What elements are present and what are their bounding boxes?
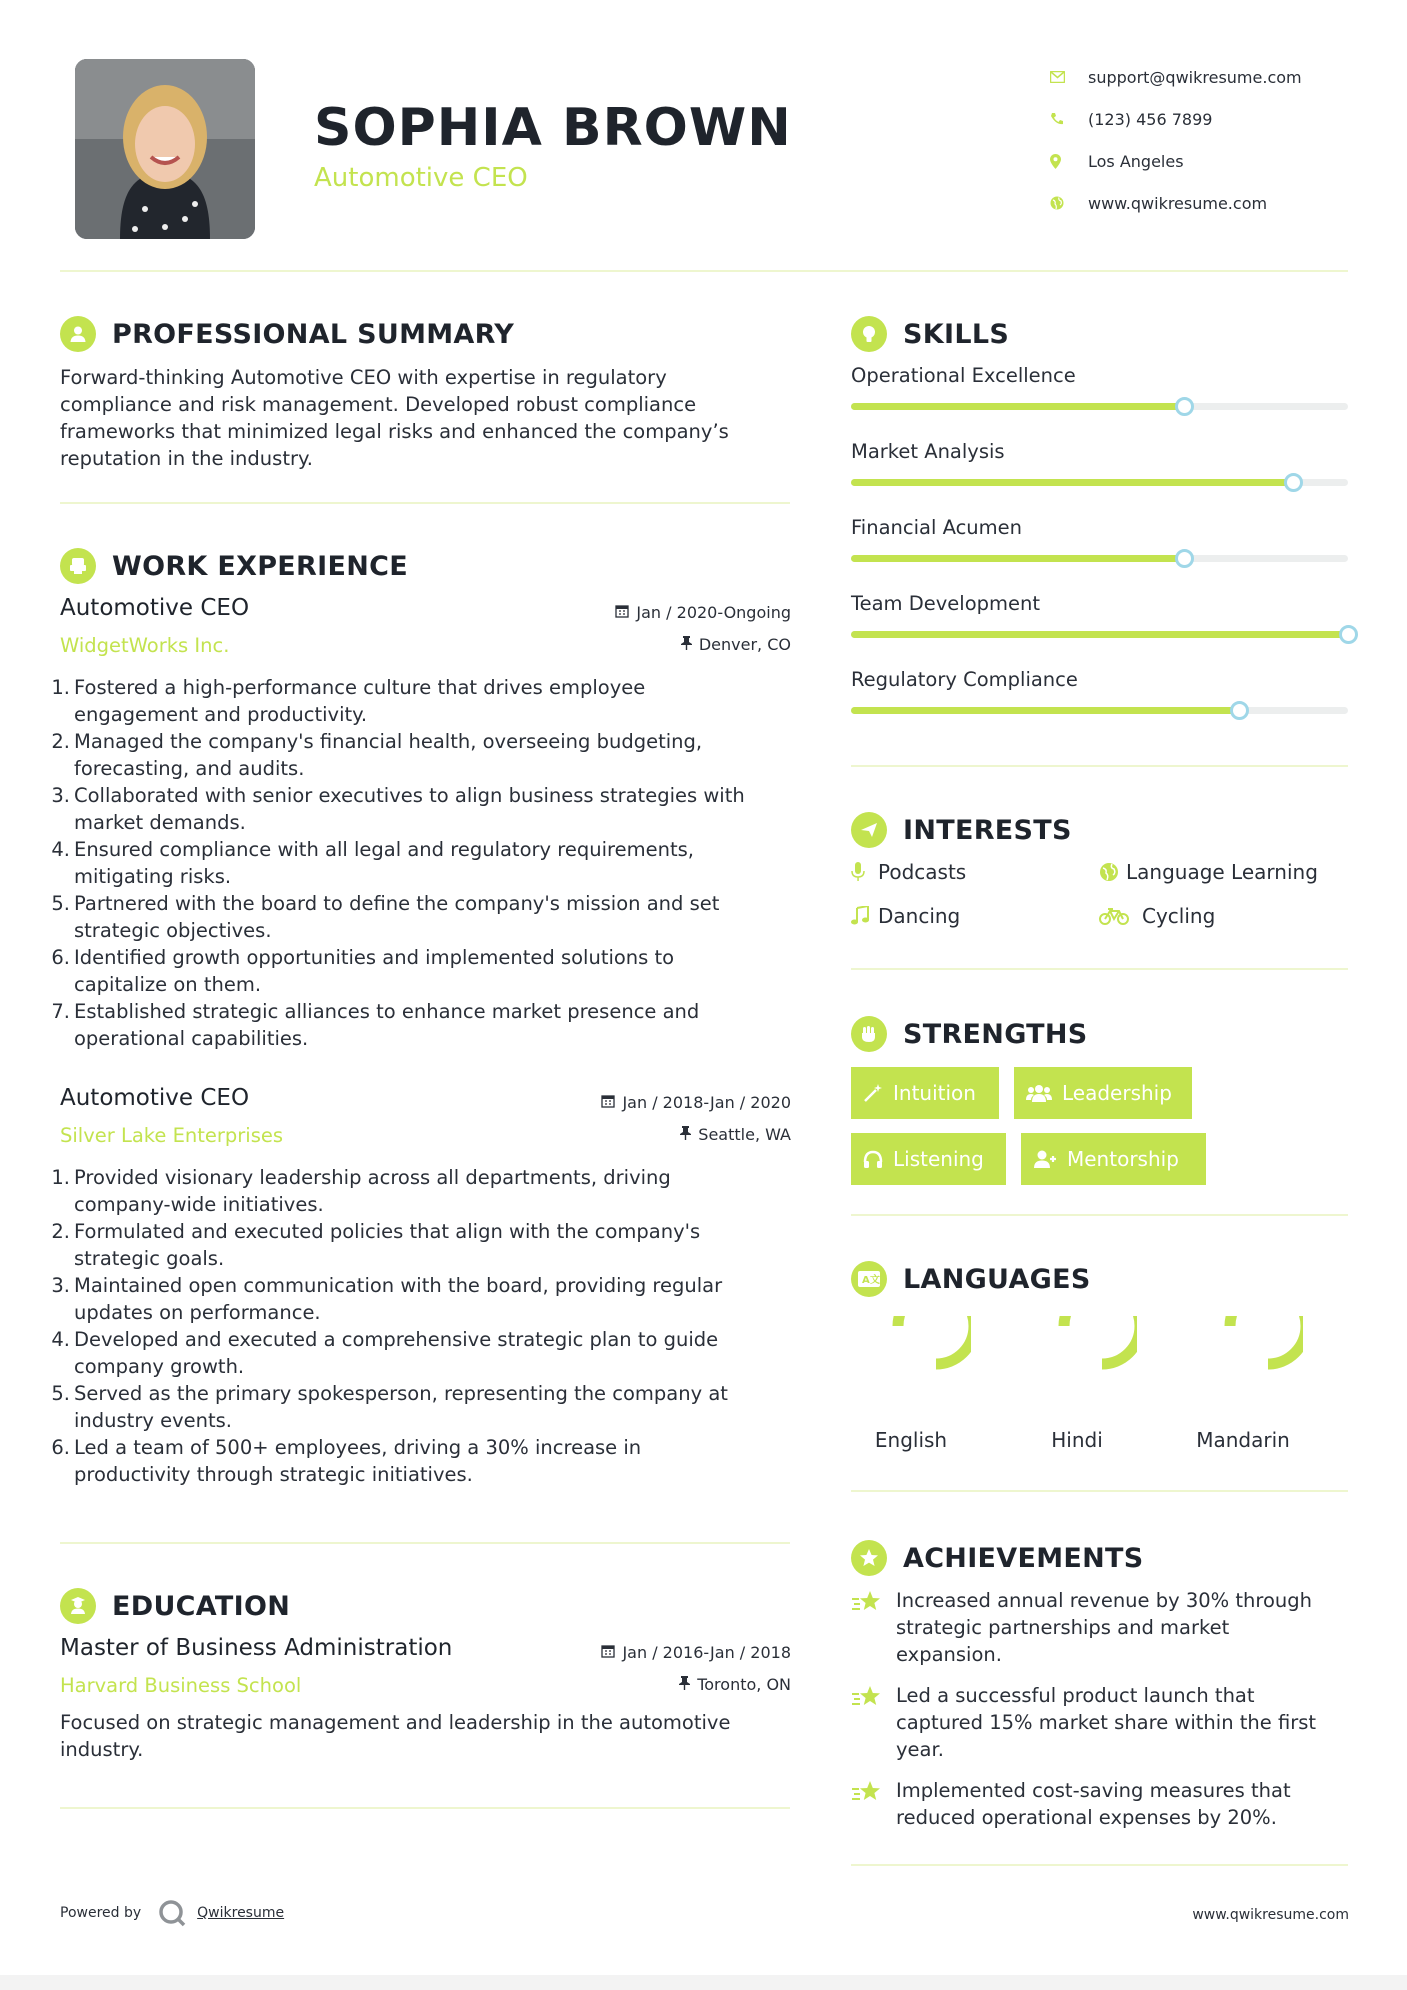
school-name: Harvard Business School — [60, 1674, 302, 1697]
bicycle-icon — [1099, 907, 1142, 925]
music-note-icon — [851, 906, 878, 926]
skill-bar — [851, 707, 1348, 714]
calendar-icon — [615, 603, 629, 622]
skill-slider-knob[interactable] — [1175, 549, 1194, 568]
achievement-item: Implemented cost-saving measures that reduced operational expenses by 20%. — [851, 1777, 1351, 1831]
graduate-icon — [60, 1588, 96, 1624]
list-item: 4. Developed and executed a comprehensive strategic plan to guide company growth. — [51, 1328, 719, 1378]
profile-photo — [75, 59, 255, 239]
list-item: 1. Provided visionary leadership across all departments, driving company-wide initiatives. — [51, 1166, 671, 1216]
star-icon — [851, 1587, 896, 1668]
strength-chip-leadership: Leadership — [1014, 1067, 1192, 1119]
fist-icon — [851, 1016, 887, 1052]
skill-financial-acumen: Financial Acumen — [851, 516, 1348, 539]
list-item: 1. Fostered a high-performance culture that drives employee engagement and productivity. — [51, 676, 646, 726]
language-ring — [1017, 1316, 1137, 1412]
degree-name: Master of Business Administration — [60, 1635, 453, 1661]
skill-slider-knob[interactable] — [1284, 473, 1303, 492]
pushpin-icon — [681, 635, 692, 654]
job-title: Automotive CEO — [60, 595, 250, 621]
footer-url[interactable]: www.qwikresume.com — [1192, 1907, 1349, 1923]
job-duties-list — [50, 674, 810, 1052]
list-item: 3. Collaborated with senior executives to align business strategies with market demands. — [51, 784, 745, 834]
skill-slider-knob[interactable] — [1230, 701, 1249, 720]
interest-language-learning: Language Learning — [1099, 860, 1318, 884]
pushpin-icon — [680, 1125, 691, 1144]
lightbulb-icon — [851, 316, 887, 352]
summary-heading: PROFESSIONAL SUMMARY — [60, 316, 514, 352]
calendar-icon — [601, 1093, 615, 1112]
calendar-icon — [601, 1643, 615, 1662]
interests-divider — [851, 968, 1348, 970]
education-location: Toronto, ON — [500, 1675, 791, 1694]
group-icon — [1026, 1083, 1052, 1103]
languages-divider — [851, 1490, 1348, 1492]
skill-slider-knob[interactable] — [1175, 397, 1194, 416]
contact-email[interactable]: support@qwikresume.com — [1050, 56, 1370, 98]
interests-heading: INTERESTS — [851, 812, 1072, 848]
company-name: Silver Lake Enterprises — [60, 1124, 284, 1147]
candidate-title: Automotive CEO — [314, 163, 528, 193]
skill-bar-fill — [851, 479, 1293, 486]
star-icon — [851, 1777, 896, 1831]
job-date: Jan / 2020-Ongoing — [500, 603, 791, 622]
user-icon — [60, 316, 96, 352]
skill-operational-excellence: Operational Excellence — [851, 364, 1348, 387]
language-hindi: Hindi — [1017, 1316, 1137, 1416]
skills-heading: SKILLS — [851, 316, 1009, 352]
contact-location: Los Angeles — [1050, 140, 1370, 182]
job-location: Denver, CO — [500, 635, 791, 654]
header-divider — [60, 270, 1348, 272]
skill-regulatory-compliance: Regulatory Compliance — [851, 668, 1348, 691]
strength-chip-mentorship: Mentorship — [1021, 1133, 1206, 1185]
interest-dancing: Dancing — [851, 904, 960, 928]
svg-text:A: A — [862, 1275, 870, 1286]
svg-text:文: 文 — [870, 1275, 880, 1286]
language-ring — [851, 1316, 971, 1412]
skill-bar-fill — [851, 707, 1239, 714]
list-item: 5. Served as the primary spokesperson, representing the company at industry events. — [51, 1382, 728, 1432]
skill-slider-knob[interactable] — [1339, 625, 1358, 644]
language-icon — [851, 1261, 887, 1297]
footer-powered-by: Powered by Qwikresume — [60, 1898, 284, 1928]
qwikresume-logo-icon — [157, 1898, 187, 1928]
globe-icon — [1050, 196, 1088, 210]
list-item: 3. Maintained open communication with the board, providing regular updates on performance. — [51, 1274, 723, 1324]
headphones-icon — [863, 1150, 883, 1168]
job-duties-list — [50, 1164, 810, 1488]
pushpin-icon — [679, 1675, 690, 1694]
paper-plane-icon — [851, 812, 887, 848]
email-icon — [1050, 71, 1088, 83]
job-date: Jan / 2018-Jan / 2020 — [500, 1093, 791, 1112]
education-description: Focused on strategic management and leadership in the automotive industry. — [60, 1711, 731, 1761]
education-heading: EDUCATION — [60, 1588, 290, 1624]
contact-phone[interactable]: (123) 456 7899 — [1050, 98, 1370, 140]
globe-icon — [1099, 862, 1126, 882]
list-item: 2. Managed the company's financial health, overseeing budgeting, forecasting, and audits. — [51, 730, 703, 780]
skill-market-analysis: Market Analysis — [851, 440, 1348, 463]
company-name: WidgetWorks Inc. — [60, 634, 230, 657]
achievements-heading: ACHIEVEMENTS — [851, 1540, 1144, 1576]
star-icon — [851, 1682, 896, 1763]
briefcase-icon — [60, 548, 96, 584]
skill-bar — [851, 479, 1348, 486]
skill-bar — [851, 631, 1348, 638]
summary-divider — [60, 502, 790, 504]
education-divider — [60, 1807, 790, 1809]
list-item: 6. Identified growth opportunities and implemented solutions to capitalize on them. — [51, 946, 675, 996]
list-item: 6. Led a team of 500+ employees, driving a 30% increase in productivity through strategic initiatives. — [51, 1436, 642, 1486]
contact-list — [1050, 56, 1370, 224]
list-item: 2. Formulated and executed policies that align with the company's strategic goals. — [51, 1220, 701, 1270]
achievement-item: Led a successful product launch that captured 15% market share within the first year. — [851, 1682, 1351, 1763]
star-badge-icon — [851, 1540, 887, 1576]
skill-bar — [851, 555, 1348, 562]
skills-divider — [851, 765, 1348, 767]
skill-bar-fill — [851, 631, 1348, 638]
phone-icon — [1050, 112, 1088, 126]
magic-wand-icon — [863, 1083, 883, 1103]
strengths-divider — [851, 1214, 1348, 1216]
microphone-icon — [851, 862, 878, 882]
summary-text: Forward-thinking Automotive CEO with expertise in regulatory compliance and risk management. Developed robust compliance frameworks that minimized legal risks and enhanced the company’s reputation in the industry. — [60, 366, 729, 470]
qwikresume-link[interactable]: Qwikresume — [197, 1905, 285, 1921]
location-pin-icon — [1050, 154, 1088, 169]
work-heading: WORK EXPERIENCE — [60, 548, 408, 584]
strength-chip-intuition: Intuition — [851, 1067, 999, 1119]
candidate-name: SOPHIA BROWN — [314, 98, 792, 158]
skill-team-development: Team Development — [851, 592, 1348, 615]
achievement-item: Increased annual revenue by 30% through strategic partnerships and market expansion. — [851, 1587, 1351, 1668]
language-english: English — [851, 1316, 971, 1416]
interest-podcasts: Podcasts — [851, 860, 966, 884]
job-title: Automotive CEO — [60, 1085, 250, 1111]
user-plus-icon — [1033, 1149, 1057, 1169]
page-bottom-strip — [0, 1975, 1407, 1990]
contact-website[interactable]: www.qwikresume.com — [1050, 182, 1370, 224]
interest-cycling: Cycling — [1099, 904, 1215, 928]
skill-bar — [851, 403, 1348, 410]
language-mandarin: Mandarin — [1183, 1316, 1303, 1416]
list-item: 5. Partnered with the board to define the company's mission and set strategic objectives. — [51, 892, 720, 942]
education-date: Jan / 2016-Jan / 2018 — [500, 1643, 791, 1662]
strength-chip-listening: Listening — [851, 1133, 1006, 1185]
work-divider — [60, 1542, 790, 1544]
languages-heading: A 文 LANGUAGES — [851, 1261, 1091, 1297]
language-ring — [1183, 1316, 1303, 1412]
list-item: 7. Established strategic alliances to enhance market presence and operational capabilities. — [51, 1000, 700, 1050]
achievements-divider — [851, 1864, 1348, 1866]
skill-bar-fill — [851, 555, 1184, 562]
job-location: Seattle, WA — [500, 1125, 791, 1144]
strengths-heading: STRENGTHS — [851, 1016, 1088, 1052]
list-item: 4. Ensured compliance with all legal and regulatory requirements, mitigating risks. — [51, 838, 694, 888]
skill-bar-fill — [851, 403, 1184, 410]
